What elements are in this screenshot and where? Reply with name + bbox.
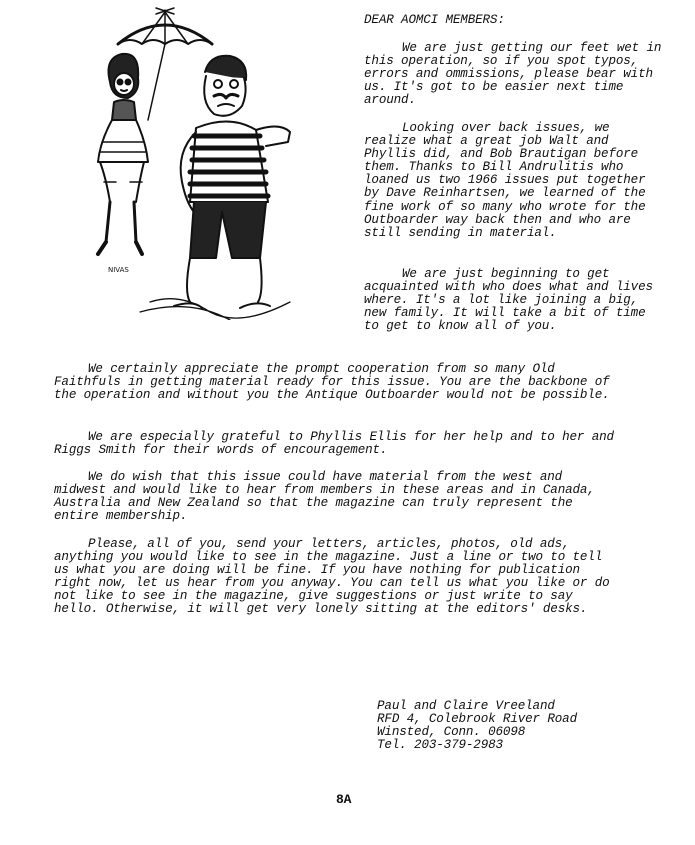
girl-figure (98, 54, 148, 254)
man-figure (140, 56, 290, 320)
signature-phone: Tel. 203-379-2983 (377, 738, 503, 753)
page-number: 8A (336, 792, 352, 807)
signature-address-line-2: Winsted, Conn. 06098 (377, 725, 526, 740)
paragraph-6: We do wish that this issue could have material from the west and midwest and would like to hear from members in these areas and in Canada, Australia and New Zealand so that the magazine can truly represent the entire membership. (54, 470, 595, 524)
cartoon-illustration (90, 2, 340, 320)
signature-address-line-1: RFD 4, Colebrook River Road (377, 712, 578, 727)
signature-block (377, 700, 577, 752)
paragraph-3: We are just beginning to get acquainted with who does what and lives where. It's a lot like joining a big, new family. It will take a bit of time to get to know all of you. (364, 267, 653, 334)
paragraph-5: We are especially grateful to Phyllis Ellis for her help and to her and Riggs Smith for their words of encouragement. (54, 430, 614, 458)
paragraph-1: We are just getting our feet wet in this operation, so if you spot typos, errors and ommissions, please bear with us. It's got to be easier next time around. (364, 41, 662, 108)
paragraph-4: We certainly appreciate the prompt cooperation from so many Old Faithfuls in getting material ready for this issue. You are the backbone of the operation and without you the Antique Outboarder would not be possible. (54, 362, 610, 403)
artist-signature: NIVAS (108, 266, 129, 274)
paragraph-7: Please, all of you, send your letters, articles, photos, old ads, anything you would like to see in the magazine. Just a line or two to tell us what you are doing will be fine. If you have nothing for publication right now, let us hear from you anyway. You can tell us what you like or do not like to see in the magazine, give suggestions or just write to say hello. Otherwise, it will get very lonely sitting at the editors' desks. (54, 537, 610, 617)
salutation: DEAR AOMCI MEMBERS: (364, 13, 505, 27)
paragraph-2: Looking over back issues, we realize what a great job Walt and Phyllis did, and Bob Brautigan before them. Thanks to Bill Andrulitis who loaned us two 1966 issues put together by Dave Reinhartsen, we learned of the fine work of so many who wrote for the Outboarder way back then and who are still sending in material. (364, 121, 646, 240)
signature-names: Paul and Claire Vreeland (377, 699, 555, 713)
